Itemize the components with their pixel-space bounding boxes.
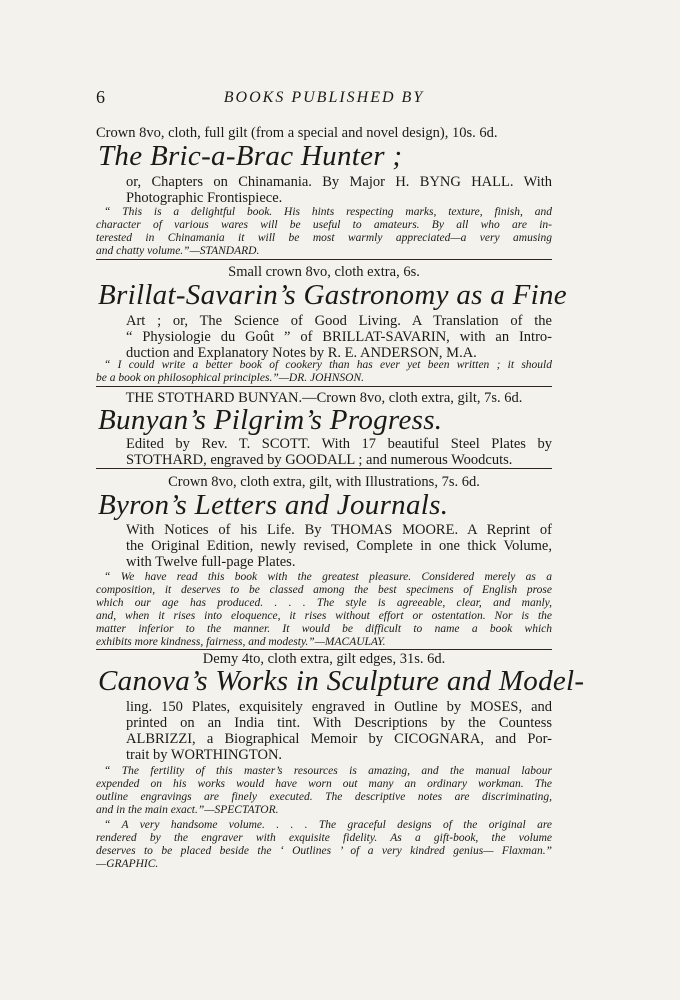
entry-2-body-line: duction and Explanatory Notes by R. E. ANDERSON, M.A. (126, 345, 477, 361)
entry-5-quote-line: and in the main exact.”—SPECTATOR. (96, 804, 279, 816)
entry-4-body-line: With Notices of his Life. By THOMAS MOORE. A Reprint of (126, 522, 552, 538)
entry-3-spec: THE STOTHARD BUNYAN.—Crown 8vo, cloth extra, gilt, 7s. 6d. (125, 390, 523, 406)
entry-3-title: Bunyan’s Pilgrim’s Progress. (98, 404, 443, 436)
entry-3-body-line: Edited by Rev. T. SCOTT. With 17 beautiful Steel Plates by (126, 436, 552, 452)
entry-2-title: Brillat-Savarin’s Gastronomy as a Fine (98, 279, 567, 311)
divider-rule (96, 259, 552, 260)
entry-5-spec: Demy 4to, cloth extra, gilt edges, 31s. 6d. (202, 651, 446, 667)
page-header (96, 87, 552, 111)
entry-2-body-line: “ Physiologie du Goût ” of BRILLAT-SAVARIN, with an Intro- (126, 329, 552, 345)
entry-4-quote-line: matter inferior to the manner. It would be difficult to name a book which (96, 623, 552, 635)
entry-5-body-line: printed on an India tint. With Descriptions by the Countess (126, 715, 552, 731)
entry-5-quote-line: deserves to be placed beside the ‘ Outlines ’ of a very kindred genius— Flaxman.” (96, 845, 552, 857)
entry-4-quote-line: “ We have read this book with the greatest pleasure. Considered merely as a (104, 571, 552, 583)
entry-4-spec: Crown 8vo, cloth extra, gilt, with Illustrations, 7s. 6d. (168, 474, 480, 490)
entry-2-body-line: Art ; or, The Science of Good Living. A Translation of the (126, 313, 552, 329)
entry-2-quote-line: “ I could write a better book of cookery than has ever yet been written ; it should (104, 359, 552, 371)
entry-5-quote-line: outline engravings are finely executed. The descriptive notes are discriminating, (96, 791, 552, 803)
entry-1-quote-line: character of various wares will be useful to amateurs. By all who are in- (96, 219, 552, 231)
entry-5-title: Canova’s Works in Sculpture and Model- (98, 665, 585, 697)
entry-1-quote-line: “ This is a delightful book. His hints respecting marks, texture, finish, and (104, 206, 552, 218)
entry-4-body-line: with Twelve full-page Plates. (126, 554, 296, 570)
entry-4-quote-line: and, when it rises into eloquence, it rises without effort or ostentation. Nor is the (96, 610, 552, 622)
divider-rule (96, 649, 552, 650)
entry-1-title: The Bric-a-Brac Hunter ; (98, 140, 403, 172)
entry-5-quote-line: “ The fertility of this master’s resources is amazing, and the manual labour (104, 765, 552, 777)
entry-1-body-line: or, Chapters on Chinamania. By Major H. BYNG HALL. With (126, 174, 552, 190)
entry-2-quote-line: be a book on philosophical principles.”—DR. JOHNSON. (96, 372, 364, 384)
entry-1-quote-line: terested in Chinamania it will be most warmly appreciated—a very amusing (96, 232, 552, 244)
entry-5-quote-line: “ A very handsome volume. . . . The graceful designs of the original are (104, 819, 552, 831)
divider-rule (96, 386, 552, 387)
entry-4-quote-line: which our age has produced. . . . The style is agreeable, clear, and manly, (96, 597, 552, 609)
entry-1-body-line: Photographic Frontispiece. (126, 190, 283, 206)
entry-4-quote-line: composition, it deserves to be classed among the best specimens of English prose (96, 584, 552, 596)
entry-5-quote-line: —GRAPHIC. (96, 858, 159, 870)
page-number: 6 (96, 87, 105, 107)
entry-5-body-line: trait by WORTHINGTON. (126, 747, 283, 763)
entry-4-title: Byron’s Letters and Journals. (98, 489, 449, 521)
entry-5-quote-line: rendered by the engraver with exquisite fidelity. As a gift-book, the volume (96, 832, 552, 844)
entry-4-quote-line: exhibits more kindness, fairness, and modesty.”—MACAULAY. (96, 636, 386, 648)
entry-2-spec: Small crown 8vo, cloth extra, 6s. (228, 264, 420, 280)
running-head: BOOKS PUBLISHED BY (223, 89, 425, 106)
entry-4-body-line: the Original Edition, newly revised, Complete in one thick Volume, (126, 538, 552, 554)
entry-3-body-line: STOTHARD, engraved by GOODALL ; and numerous Woodcuts. (126, 452, 513, 468)
divider-rule (96, 468, 552, 469)
entry-5-body-line: ling. 150 Plates, exquisitely engraved in Outline by MOSES, and (126, 699, 552, 715)
entry-5-quote-line: expended on his works would have worn out many an ordinary workman. The (96, 778, 552, 790)
entry-1-spec: Crown 8vo, cloth, full gilt (from a special and novel design), 10s. 6d. (96, 125, 498, 141)
entry-5-body-line: ALBRIZZI, a Biographical Memoir by CICOGNARA, and Por- (126, 731, 552, 747)
entry-1-quote-line: and chatty volume.”—STANDARD. (96, 245, 260, 257)
